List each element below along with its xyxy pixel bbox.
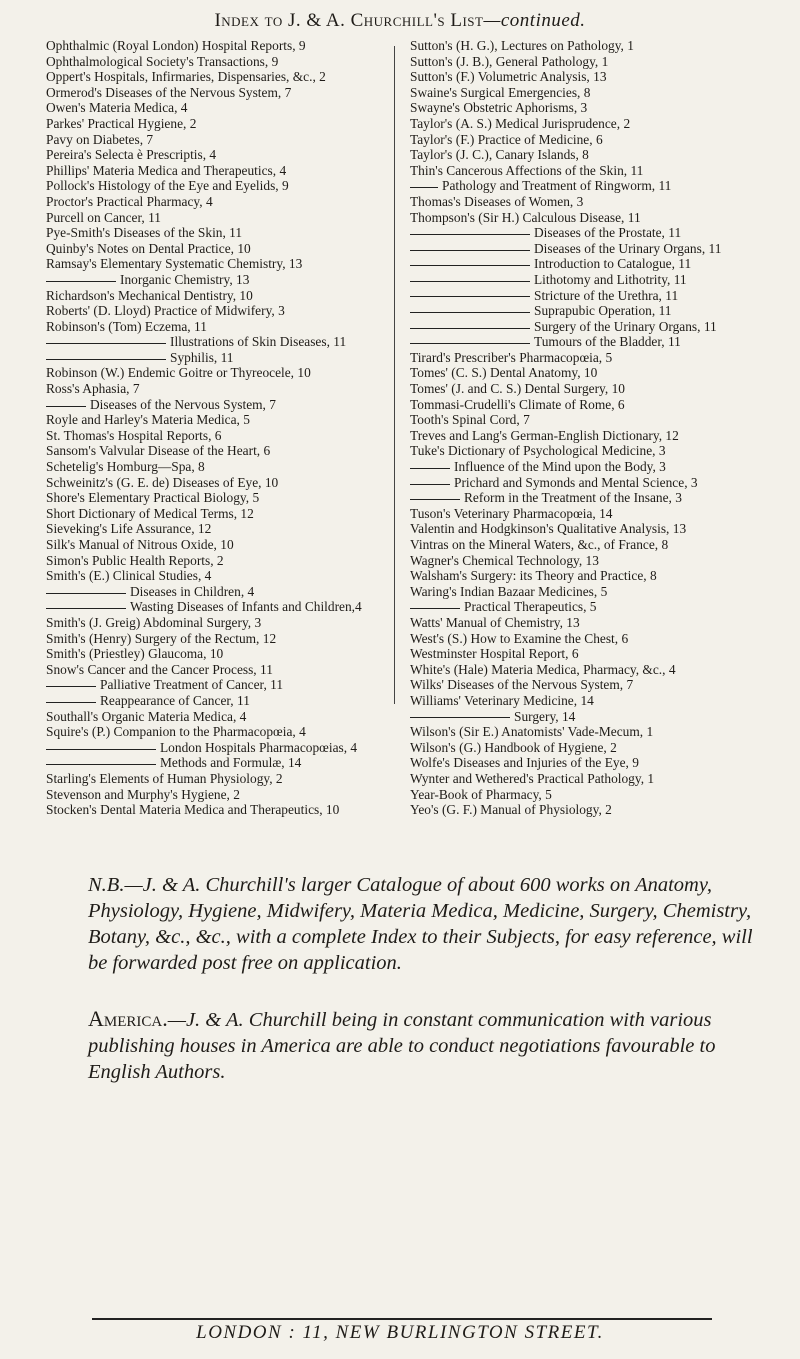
header-continued: —continued. <box>483 10 586 31</box>
index-entry <box>410 709 772 725</box>
ditto-dash <box>46 592 126 594</box>
index-entry <box>410 412 772 428</box>
index-entry <box>46 132 380 148</box>
index-entry-text: Ormerod's Diseases of the Nervous System, 7 <box>46 84 292 100</box>
index-entry <box>410 100 772 116</box>
index-entry-text: Snow's Cancer and the Cancer Process, 11 <box>46 661 273 677</box>
america-text: —J. & A. Churchill being in constant communication with various publishing houses in America are able to conduct negotiations favourable to English Authors. <box>88 1009 716 1083</box>
ditto-dash <box>410 295 530 297</box>
index-entry-text: Walsham's Surgery: its Theory and Practice, 8 <box>410 568 657 584</box>
index-entry-text: Southall's Organic Materia Medica, 4 <box>46 708 247 724</box>
index-entry-text: Illustrations of Skin Diseases, 11 <box>170 334 347 350</box>
index-entry-text: Stricture of the Urethra, 11 <box>534 287 679 303</box>
ditto-dash <box>46 358 166 360</box>
index-entry <box>46 677 380 693</box>
ditto-dash <box>410 467 450 469</box>
index-entry-text: Swayne's Obstetric Aphorisms, 3 <box>410 100 588 116</box>
index-entry <box>410 303 772 319</box>
footer-rule <box>92 1318 712 1320</box>
index-entry-text: Tuke's Dictionary of Psychological Medicine, 3 <box>410 443 666 459</box>
index-entry-text: Silk's Manual of Nitrous Oxide, 10 <box>46 537 234 552</box>
index-entry <box>410 599 772 615</box>
index-entry <box>46 319 380 335</box>
index-entry <box>46 116 380 132</box>
index-entry-text: Influence of the Mind upon the Body, 3 <box>454 459 666 475</box>
index-entry <box>410 132 772 148</box>
column-divider <box>394 46 395 704</box>
index-entry <box>46 412 380 428</box>
index-entry-text: Taylor's (J. C.), Canary Islands, 8 <box>410 147 589 163</box>
index-entry-text: Wilson's (Sir E.) Anatomists' Vade-Mecum, 1 <box>410 724 654 740</box>
index-entry-text: Tuson's Veterinary Pharmacopœia, 14 <box>410 505 613 521</box>
index-entry-text: Pye-Smith's Diseases of the Skin, 11 <box>46 225 243 241</box>
index-entry <box>46 553 380 569</box>
index-entry <box>410 350 772 366</box>
index-entry <box>46 428 380 444</box>
america-paragraph <box>88 1006 768 1085</box>
index-entry <box>410 506 772 522</box>
index-entry <box>46 288 380 304</box>
index-entry <box>410 334 772 350</box>
index-entry <box>46 178 380 194</box>
index-entry-text: Thomas's Diseases of Women, 3 <box>410 193 584 209</box>
index-entry-text: Taylor's (F.) Practice of Medicine, 6 <box>410 131 603 147</box>
footer-address: LONDON : 11, NEW BURLINGTON STREET. <box>196 1322 604 1343</box>
index-entry <box>410 615 772 631</box>
index-entry-text: Tooth's Spinal Cord, 7 <box>410 412 530 428</box>
index-entry-text: Treves and Lang's German-English Dictionary, 12 <box>410 427 679 443</box>
index-entry <box>410 288 772 304</box>
index-entry-text: Diseases of the Nervous System, 7 <box>90 396 276 412</box>
index-entry-text: Valentin and Hodgkinson's Qualitative Analysis, 13 <box>410 521 687 537</box>
index-entry <box>46 54 380 70</box>
index-entry <box>46 490 380 506</box>
index-entry-text: Tumours of the Bladder, 11 <box>534 334 681 350</box>
index-entry <box>410 443 772 459</box>
index-entry-text: Sutton's (H. G.), Lectures on Pathology, 1 <box>410 38 634 53</box>
index-entry-text: Year-Book of Pharmacy, 5 <box>410 786 552 802</box>
index-entry <box>46 350 380 366</box>
index-entry <box>410 646 772 662</box>
index-entry <box>410 69 772 85</box>
index-entry <box>410 724 772 740</box>
index-entry <box>46 241 380 257</box>
ditto-dash <box>410 498 460 500</box>
index-entry-text: Diseases of the Prostate, 11 <box>534 225 682 241</box>
index-entry <box>410 116 772 132</box>
index-entry-text: Schweinitz's (G. E. de) Diseases of Eye, 10 <box>46 474 279 490</box>
index-entry <box>46 475 380 491</box>
index-entry-text: Ramsay's Elementary Systematic Chemistry, 13 <box>46 256 303 272</box>
index-entry <box>410 631 772 647</box>
index-entry-text: Sutton's (J. B.), General Pathology, 1 <box>410 53 609 69</box>
index-entry <box>410 568 772 584</box>
index-columns <box>46 38 772 818</box>
index-entry <box>410 802 772 818</box>
index-entry-text: Tirard's Prescriber's Pharmacopœia, 5 <box>410 349 613 365</box>
index-entry-text: West's (S.) How to Examine the Chest, 6 <box>410 630 629 646</box>
index-entry-text: Wolfe's Diseases and Injuries of the Eye, 9 <box>410 755 639 771</box>
index-entry <box>46 210 380 226</box>
index-entry <box>46 599 380 615</box>
index-entry-text: Introduction to Catalogue, 11 <box>534 256 692 272</box>
index-entry <box>46 334 380 350</box>
index-entry <box>46 100 380 116</box>
index-entry <box>410 475 772 491</box>
index-entry-text: St. Thomas's Hospital Reports, 6 <box>46 427 222 443</box>
ditto-dash <box>410 264 530 266</box>
index-entry-text: Wynter and Wethered's Practical Pathology, 1 <box>410 770 655 786</box>
index-entry-text: Parkes' Practical Hygiene, 2 <box>46 115 197 131</box>
index-entry <box>410 178 772 194</box>
index-entry-text: Prichard and Symonds and Mental Science, 3 <box>454 474 698 490</box>
header-index-word: Index <box>214 10 260 31</box>
index-entry-text: Wilson's (G.) Handbook of Hygiene, 2 <box>410 739 617 755</box>
index-entry-text: Inorganic Chemistry, 13 <box>120 271 250 287</box>
index-entry-text: Smith's (Henry) Surgery of the Rectum, 12 <box>46 630 277 646</box>
index-entry <box>410 319 772 335</box>
index-entry-text: Proctor's Practical Pharmacy, 4 <box>46 193 213 209</box>
index-entry <box>410 740 772 756</box>
index-entry <box>46 194 380 210</box>
ditto-dash <box>410 716 510 718</box>
index-entry <box>46 303 380 319</box>
index-entry <box>46 693 380 709</box>
index-entry-text: Smith's (Priestley) Glaucoma, 10 <box>46 646 224 662</box>
index-entry-text: Starling's Elements of Human Physiology, 2 <box>46 770 283 786</box>
index-entry-text: Yeo's (G. F.) Manual of Physiology, 2 <box>410 802 612 818</box>
header-list-word: List <box>450 10 484 31</box>
ditto-dash <box>410 342 530 344</box>
index-entry <box>46 381 380 397</box>
index-entry-text: Diseases of the Urinary Organs, 11 <box>534 240 722 256</box>
index-entry-text: Suprapubic Operation, 11 <box>534 303 672 319</box>
index-entry-text: Tomes' (C. S.) Dental Anatomy, 10 <box>410 365 598 381</box>
index-entry <box>46 631 380 647</box>
index-entry <box>46 38 380 54</box>
index-entry <box>410 272 772 288</box>
index-entry-text: Smith's (E.) Clinical Studies, 4 <box>46 568 212 584</box>
index-entry-text: Thompson's (Sir H.) Calculous Disease, 11 <box>410 209 641 225</box>
index-entry-text: Methods and Formulæ, 14 <box>160 755 302 771</box>
index-left-column <box>46 38 380 818</box>
index-entry-text: Pathology and Treatment of Ringworm, 11 <box>442 178 672 194</box>
index-entry-text: Syphilis, 11 <box>170 349 234 365</box>
index-entry <box>46 709 380 725</box>
index-entry <box>46 615 380 631</box>
index-entry-text: Phillips' Materia Medica and Therapeutics, 4 <box>46 162 287 178</box>
index-entry <box>46 740 380 756</box>
index-entry <box>46 397 380 413</box>
index-entry-text: Robinson's (Tom) Eczema, 11 <box>46 318 207 334</box>
index-entry <box>46 771 380 787</box>
index-entry-text: Owen's Materia Medica, 4 <box>46 100 188 116</box>
index-entry <box>410 459 772 475</box>
index-entry <box>46 69 380 85</box>
index-entry <box>410 584 772 600</box>
index-entry-text: Taylor's (A. S.) Medical Jurisprudence, 2 <box>410 115 631 131</box>
index-entry <box>46 85 380 101</box>
index-entry-text: Richardson's Mechanical Dentistry, 10 <box>46 287 253 303</box>
index-entry <box>410 225 772 241</box>
ditto-dash <box>46 405 86 407</box>
index-entry <box>46 662 380 678</box>
index-entry-text: Swaine's Surgical Emergencies, 8 <box>410 84 591 100</box>
index-entry-text: Smith's (J. Greig) Abdominal Surgery, 3 <box>46 614 262 630</box>
index-entry <box>46 256 380 272</box>
index-entry <box>46 724 380 740</box>
index-entry <box>46 365 380 381</box>
ditto-dash <box>46 748 156 750</box>
index-entry-text: Ross's Aphasia, 7 <box>46 381 140 397</box>
ditto-dash <box>410 186 438 188</box>
index-entry-text: Sansom's Valvular Disease of the Heart, 6 <box>46 443 271 459</box>
index-entry-text: Shore's Elementary Practical Biology, 5 <box>46 490 260 506</box>
index-entry-text: Reappearance of Cancer, 11 <box>100 692 250 708</box>
index-entry-text: Robinson (W.) Endemic Goitre or Thyreocele, 10 <box>46 365 311 381</box>
index-entry-text: Pollock's Histology of the Eye and Eyelids, 9 <box>46 178 289 194</box>
index-entry <box>46 443 380 459</box>
index-entry <box>46 225 380 241</box>
ditto-dash <box>410 327 530 329</box>
index-entry <box>46 521 380 537</box>
index-entry-text: Quinby's Notes on Dental Practice, 10 <box>46 240 251 256</box>
index-entry <box>410 85 772 101</box>
index-entry <box>410 787 772 803</box>
index-entry <box>410 662 772 678</box>
index-entry-text: White's (Hale) Materia Medica, Pharmacy, &c., 4 <box>410 661 676 677</box>
index-entry-text: Tommasi-Crudelli's Climate of Rome, 6 <box>410 396 625 412</box>
ditto-dash <box>410 280 530 282</box>
ditto-dash <box>46 280 116 282</box>
index-entry <box>410 553 772 569</box>
index-entry-text: Ophthalmological Society's Transactions, 9 <box>46 53 279 69</box>
index-entry-text: Watts' Manual of Chemistry, 13 <box>410 614 580 630</box>
index-entry <box>410 365 772 381</box>
index-entry <box>46 459 380 475</box>
index-entry-text: Royle and Harley's Materia Medica, 5 <box>46 412 250 428</box>
nota-bene-paragraph: N.B.—J. & A. Churchill's larger Catalogue of about 600 works on Anatomy, Physiology, Hygiene, Midwifery, Materia Medica, Medicine, Surgery, Chemistry, Botany, &c., &c., with a complete Index to their Subjects, for easy reference, will be forwarded post free on application. <box>88 874 753 974</box>
index-entry <box>410 194 772 210</box>
index-entry <box>410 397 772 413</box>
header-publisher: J. & A. Churchill's <box>287 10 446 31</box>
index-entry <box>410 38 772 54</box>
ditto-dash <box>410 233 530 235</box>
america-lead: America. <box>88 1006 168 1031</box>
ditto-dash <box>410 249 530 251</box>
ditto-dash <box>410 483 450 485</box>
index-entry-text: Sieveking's Life Assurance, 12 <box>46 521 212 537</box>
index-entry-text: Pereira's Selecta è Prescriptis, 4 <box>46 147 217 163</box>
index-entry <box>46 537 380 553</box>
index-entry <box>410 147 772 163</box>
index-entry-text: Lithotomy and Lithotrity, 11 <box>534 271 687 287</box>
index-entry-text: Simon's Public Health Reports, 2 <box>46 552 224 568</box>
index-entry-text: Wilks' Diseases of the Nervous System, 7 <box>410 677 634 693</box>
index-entry-text: Schetelig's Homburg—Spa, 8 <box>46 459 205 475</box>
index-entry <box>46 163 380 179</box>
index-entry <box>410 490 772 506</box>
ditto-dash <box>46 685 96 687</box>
index-entry-text: Pavy on Diabetes, 7 <box>46 131 154 147</box>
index-entry-text: Sutton's (F.) Volumetric Analysis, 13 <box>410 69 607 85</box>
index-entry-text: Ophthalmic (Royal London) Hospital Reports, 9 <box>46 38 306 53</box>
ditto-dash <box>46 701 96 703</box>
index-entry <box>410 677 772 693</box>
index-entry <box>410 210 772 226</box>
index-entry <box>410 755 772 771</box>
index-entry <box>46 568 380 584</box>
ditto-dash <box>46 342 166 344</box>
index-entry-text: Palliative Treatment of Cancer, 11 <box>100 677 284 693</box>
index-entry <box>46 802 380 818</box>
index-entry <box>46 147 380 163</box>
index-entry-text: Roberts' (D. Lloyd) Practice of Midwifery, 3 <box>46 303 285 319</box>
index-entry <box>410 771 772 787</box>
index-entry-text: London Hospitals Pharmacopœias, 4 <box>160 739 358 755</box>
index-entry-text: Wasting Diseases of Infants and Children,4 <box>130 599 362 615</box>
index-entry <box>46 646 380 662</box>
index-entry-text: Diseases in Children, 4 <box>130 583 255 599</box>
index-entry-text: Reform in the Treatment of the Insane, 3 <box>464 490 682 506</box>
index-entry <box>410 54 772 70</box>
index-entry-text: Practical Therapeutics, 5 <box>464 599 597 615</box>
ditto-dash <box>46 763 156 765</box>
index-entry-text: Surgery of the Urinary Organs, 11 <box>534 318 717 334</box>
index-entry <box>46 584 380 600</box>
index-entry-text: Vintras on the Mineral Waters, &c., of France, 8 <box>410 537 669 552</box>
ditto-dash <box>46 607 126 609</box>
index-entry-text: Wagner's Chemical Technology, 13 <box>410 552 599 568</box>
index-entry <box>410 163 772 179</box>
index-entry-text: Short Dictionary of Medical Terms, 12 <box>46 505 254 521</box>
index-entry <box>46 506 380 522</box>
index-entry-text: Williams' Veterinary Medicine, 14 <box>410 692 594 708</box>
index-entry-text: Tomes' (J. and C. S.) Dental Surgery, 10 <box>410 381 625 397</box>
index-entry <box>46 787 380 803</box>
header-to-word: to <box>264 10 283 31</box>
index-entry-text: Stevenson and Murphy's Hygiene, 2 <box>46 786 240 802</box>
index-entry <box>46 272 380 288</box>
index-entry-text: Thin's Cancerous Affections of the Skin, 11 <box>410 162 644 178</box>
index-right-column <box>410 38 772 818</box>
index-entry-text: Stocken's Dental Materia Medica and Therapeutics, 10 <box>46 802 340 818</box>
index-entry-text: Surgery, 14 <box>514 708 576 724</box>
page-header <box>0 10 800 32</box>
ditto-dash <box>410 607 460 609</box>
index-entry <box>410 256 772 272</box>
index-entry-text: Oppert's Hospitals, Infirmaries, Dispensaries, &c., 2 <box>46 69 326 85</box>
index-entry <box>410 241 772 257</box>
index-entry <box>410 428 772 444</box>
index-entry <box>46 755 380 771</box>
index-entry-text: Purcell on Cancer, 11 <box>46 209 161 225</box>
index-entry-text: Squire's (P.) Companion to the Pharmacopœia, 4 <box>46 724 306 740</box>
index-entry <box>410 521 772 537</box>
index-entry <box>410 381 772 397</box>
ditto-dash <box>410 311 530 313</box>
index-entry <box>410 693 772 709</box>
index-entry <box>410 537 772 553</box>
index-entry-text: Waring's Indian Bazaar Medicines, 5 <box>410 583 608 599</box>
index-entry-text: Westminster Hospital Report, 6 <box>410 646 579 662</box>
